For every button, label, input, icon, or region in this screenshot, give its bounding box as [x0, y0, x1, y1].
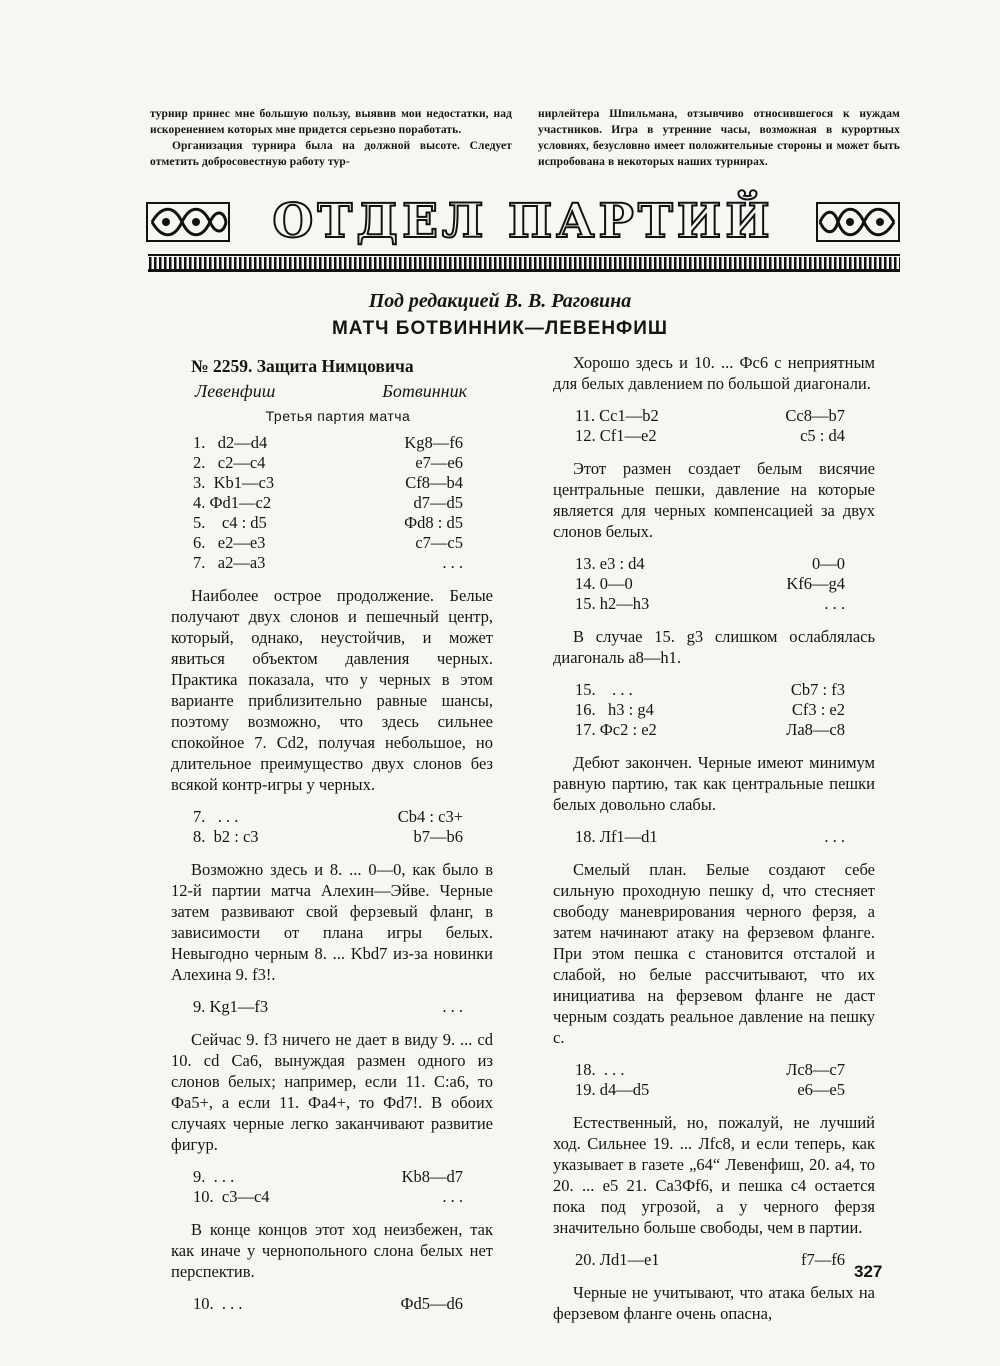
- top-left-paragraph-1: турнир принес мне большую пользу, выявив мои недостатки, над искоренением которых мне придется серьезно поработать.: [150, 108, 512, 136]
- black-move: Cb4 : c3+: [397, 807, 463, 826]
- commentary: Возможно здесь и 8. ... 0—0, как было в 12-й партии матча Алехин—Эйве. Черные затем развивают свой ферзевый фланг, в зависимости от плана игры белых. Невыгодно черным 8. ... Kbd7 из-за новинки Алехина 9. f3!.: [171, 860, 493, 984]
- commentary: Этот размен создает белым висячие центральные пешки, давление на которые является для черных компенсацией за двух слонов белых.: [553, 459, 875, 541]
- move-row: [553, 426, 875, 446]
- top-right-column: [538, 106, 900, 170]
- white-move: 13. e3 : d4: [575, 554, 645, 573]
- white-move: 11. Cc1—b2: [575, 406, 659, 425]
- white-move: 15. h2—h3: [575, 594, 650, 613]
- page-number: 327: [854, 1262, 883, 1281]
- black-move: Cc8—b7: [785, 406, 845, 425]
- black-move: . . .: [442, 1187, 463, 1206]
- white-move: 2. c2—c4: [193, 453, 266, 472]
- move-row: [553, 720, 875, 740]
- game-title: № 2259. Защита Нимцовича: [191, 356, 414, 376]
- move-row: [171, 493, 493, 513]
- move-row: [171, 433, 493, 453]
- moves-block: [553, 827, 875, 847]
- black-move: . . .: [442, 553, 463, 572]
- white-move: 17. Фc2 : e2: [575, 720, 657, 739]
- black-move: Kg8—f6: [404, 433, 463, 452]
- white-player: Левенфиш: [195, 381, 276, 401]
- moves-block: [171, 433, 493, 573]
- white-move: 10. . . .: [193, 1294, 243, 1313]
- white-move: 20. Лd1—e1: [575, 1250, 660, 1269]
- black-move: c7—c5: [415, 533, 463, 552]
- black-move: Фd5—d6: [400, 1294, 463, 1313]
- move-row: [553, 1250, 875, 1270]
- move-row: [171, 1294, 493, 1314]
- white-move: 4. Фd1—c2: [193, 493, 272, 512]
- top-left-paragraph-2: Организация турнира была на должной высоте. Следует отметить добросовестную работу тур-: [150, 140, 512, 168]
- black-move: f7—f6: [801, 1250, 845, 1269]
- black-move: . . .: [824, 594, 845, 613]
- move-row: [171, 513, 493, 533]
- black-move: Лc8—c7: [786, 1060, 845, 1079]
- white-move: 7. . . .: [193, 807, 239, 826]
- black-move: e6—e5: [797, 1080, 845, 1099]
- moves-block: [553, 406, 875, 446]
- move-row: [553, 574, 875, 594]
- moves-block: [553, 1060, 875, 1100]
- move-row: [553, 554, 875, 574]
- move-row: [553, 594, 875, 614]
- black-move: e7—e6: [415, 453, 463, 472]
- black-move: Cb7 : f3: [790, 680, 845, 699]
- white-move: 10. c3—c4: [193, 1187, 270, 1206]
- black-move: Cf3 : e2: [791, 700, 845, 719]
- black-move: b7—b6: [413, 827, 463, 846]
- black-move: Kf6—g4: [786, 574, 845, 593]
- white-move: 8. b2 : c3: [193, 827, 259, 846]
- white-move: 9. Kg1—f3: [193, 997, 269, 1016]
- commentary: Черные не учитывают, что атака белых на ферзевом фланге очень опасна,: [553, 1283, 875, 1323]
- black-move: . . .: [442, 997, 463, 1016]
- move-row: [553, 1080, 875, 1100]
- white-move: 3. Kb1—c3: [193, 473, 275, 492]
- match-title: МАТЧ БОТВИННИК—ЛЕВЕНФИШ: [331, 318, 669, 339]
- white-move: 14. 0—0: [575, 574, 633, 593]
- black-move: Фd8 : d5: [404, 513, 463, 532]
- moves-block: [171, 997, 493, 1017]
- white-move: 6. e2—e3: [193, 533, 266, 552]
- move-row: [553, 700, 875, 720]
- section-banner: [146, 192, 900, 252]
- moves-block: [171, 807, 493, 847]
- left-column: [171, 352, 493, 1326]
- moves-block: [553, 1250, 875, 1270]
- moves-block: [171, 1294, 493, 1314]
- white-move: 5. c4 : d5: [193, 513, 267, 532]
- black-move: c5 : d4: [800, 426, 845, 445]
- commentary: Наиболее острое продолжение. Белые получают двух слонов и пешечный центр, который, однако, неустойчив, и может явиться объектом давления черных. Практика показала, что у черных в этом варианте приблизительно равные шансы, поэтому возможно, что здесь сильнее спокойное 7. Cd2, получая небольшое, но длительное преимущество двух слонов без всякой контр-игры у черных.: [171, 586, 493, 794]
- moves-block: [553, 680, 875, 740]
- move-row: [171, 553, 493, 573]
- move-row: [171, 473, 493, 493]
- commentary: В конце концов этот ход неизбежен, так как иначе у чернопольного слона белых нет перспектив.: [171, 1220, 493, 1281]
- left-ornament-icon: [146, 199, 230, 245]
- players-row: [171, 381, 493, 402]
- black-move: Cf8—b4: [405, 473, 463, 492]
- move-row: [171, 533, 493, 553]
- white-move: 16. h3 : g4: [575, 700, 654, 719]
- commentary: В случае 15. g3 слишком ослаблялась диагональ a8—h1.: [553, 627, 875, 667]
- commentary: Дебют закончен. Черные имеют минимум равную партию, так как центральные пешки белых довольно слабы.: [553, 753, 875, 814]
- white-move: 7. a2—a3: [193, 553, 266, 572]
- white-move: 19. d4—d5: [575, 1080, 650, 1099]
- moves-block: [553, 554, 875, 614]
- section-title: ОТДЕЛ ПАРТИЙ: [272, 194, 774, 249]
- white-move: 15. . . .: [575, 680, 633, 699]
- white-move: 9. . . .: [193, 1167, 235, 1186]
- white-move: 18. . . .: [575, 1060, 625, 1079]
- move-row: [553, 680, 875, 700]
- commentary: Естественный, но, пожалуй, не лучший ход. Сильнее 19. ... Лfc8, и если теперь, как указывает в газете „64“ Левенфиш, 20. a4, то 20. ... e5 21. Ca3Фf6, и пешка c4 остается пока под угрозой, а у черного ферзя значительно больше свободы, чем в партии.: [553, 1113, 875, 1237]
- commentary: Сейчас 9. f3 ничего не дает в виду 9. ... cd 10. cd Ca6, вынуждая размен одного из слонов белых; например, если 11. C:a6, то Фa5+, а если 11. Фa4+, то Фd7!. В обоих случаях черные легко заканчивают развитие фигур.: [171, 1030, 493, 1154]
- commentary: Смелый план. Белые создают себе сильную проходную пешку d, что стесняет свободу маневрирования черного ферзя, а затем начинают атаку на ферзевом фланге. При этом пешка c становится отсталой и слабой, но белые рассчитывают, что их инициатива на ферзевом фланге не даст черным создать реальное давление на пешку c.: [553, 860, 875, 1047]
- black-move: Лa8—c8: [786, 720, 845, 739]
- move-row: [171, 453, 493, 473]
- black-move: d7—d5: [413, 493, 463, 512]
- decorative-rule: [148, 254, 900, 272]
- black-player: Ботвинник: [382, 381, 467, 401]
- move-row: [171, 1187, 493, 1207]
- white-move: 12. Cf1—e2: [575, 426, 657, 445]
- white-move: 1. d2—d4: [193, 433, 268, 452]
- editor-line: Под редакцией В. В. Раговина: [368, 290, 632, 312]
- move-row: [171, 827, 493, 847]
- move-row: [553, 406, 875, 426]
- right-column: [553, 352, 875, 1336]
- black-move: 0—0: [812, 554, 845, 573]
- commentary: Хорошо здесь и 10. ... Фc6 с неприятным для белых давлением по большой диагонали.: [553, 353, 875, 393]
- game-subtitle: Третья партия матча: [265, 408, 411, 424]
- black-move: Kb8—d7: [401, 1167, 463, 1186]
- top-right-paragraph: нирлейтера Шпильмана, отзывчиво относившегося к нуждам участников. Игра в утренние часы, возможная в курортных условиях, безусловно имеет положительные стороны и может быть испробована в некоторых наших турнирах.: [538, 108, 900, 168]
- black-move: . . .: [824, 827, 845, 846]
- move-row: [553, 827, 875, 847]
- right-ornament-icon: [816, 199, 900, 245]
- top-left-column: [150, 106, 512, 170]
- move-row: [171, 997, 493, 1017]
- white-move: 18. Лf1—d1: [575, 827, 658, 846]
- move-row: [171, 1167, 493, 1187]
- moves-block: [171, 1167, 493, 1207]
- move-row: [171, 807, 493, 827]
- move-row: [553, 1060, 875, 1080]
